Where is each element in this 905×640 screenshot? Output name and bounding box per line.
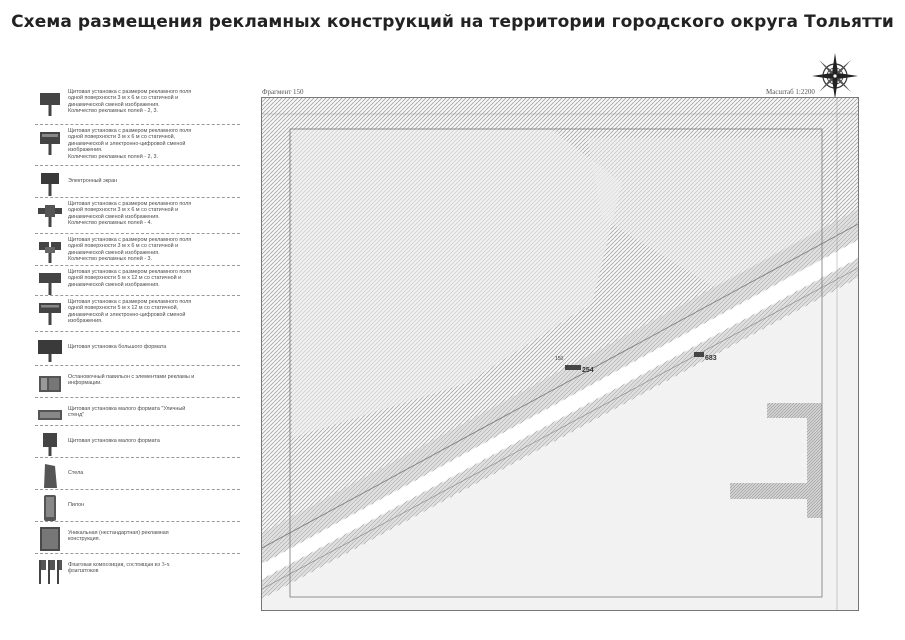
legend-item	[35, 266, 240, 296]
legend-text: Щитовая установка с размером рекламного поля одной поверхности 5 м х 12 м со статичной, динамической и электронно-цифровой сменой изображения.	[68, 299, 192, 325]
legend-text: Щитовая установка с размером рекламного поля одной поверхности 3 м х 6 м со статичной и динамической сменой изображения. Количество рекламных полей - 3.	[68, 237, 192, 263]
bus-stop-pavilion-icon	[37, 370, 63, 398]
marker-symbol	[565, 365, 581, 370]
legend-item	[35, 398, 240, 426]
map-legend	[35, 86, 240, 584]
billboard-3x6-digital-icon	[37, 129, 63, 157]
legend-item	[35, 522, 240, 554]
stela-icon	[37, 462, 63, 490]
legend-text: Щитовая установка с размером рекламного поля одной поверхности 5 м х 12 м со статичной и динамической сменой изображения.	[68, 269, 192, 288]
legend-text: Пилон	[68, 502, 85, 508]
legend-text: Щитовая установка с размером рекламного поля одной поверхности 3 м х 6 м со статичной и динамической сменой изображения. Количество рекламных полей - 2, 3.	[68, 89, 192, 115]
legend-item	[35, 366, 240, 398]
fragment-label: Фрагмент 150	[262, 88, 304, 96]
map-canvas	[262, 98, 859, 611]
building	[767, 403, 822, 418]
map-view[interactable]	[261, 97, 859, 611]
building	[807, 418, 822, 518]
building	[730, 483, 810, 499]
legend-item	[35, 296, 240, 332]
legend-item	[35, 426, 240, 458]
legend-text: Щитовая установка малого формата	[68, 438, 160, 444]
pylon-icon	[37, 494, 63, 522]
legend-text: Щитовая установка малого формата "Уличный стенд"	[68, 406, 186, 419]
unique-construction-icon	[37, 526, 63, 554]
legend-text: Уникальная (нестандартная) рекламная конструкция.	[68, 530, 169, 543]
scale-label: Масштаб 1:2200	[766, 88, 815, 96]
billboard-3x6-triple-icon	[37, 238, 63, 266]
legend-item	[35, 166, 240, 198]
legend-item	[35, 554, 240, 584]
marker-small-label: 150	[555, 356, 564, 362]
legend-text: Стела	[68, 470, 84, 476]
legend-item	[35, 490, 240, 522]
legend-item	[35, 198, 240, 234]
legend-text: Флаговая композиция, состоящая из 3-х флагштоков	[68, 562, 170, 575]
legend-text: Электронный экран	[68, 178, 118, 184]
billboard-3x6-four-sided-icon	[37, 202, 63, 230]
billboard-5x12-digital-icon	[37, 300, 63, 328]
legend-text: Щитовая установка с размером рекламного поля одной поверхности 3 м х 6 м со статичной и динамической сменой изображения. Количество рекламных полей - 4.	[68, 201, 192, 227]
marker-number: 254	[582, 367, 594, 374]
compass-rose-icon	[811, 52, 859, 100]
marker-symbol	[694, 352, 704, 357]
legend-item	[35, 86, 240, 125]
legend-item	[35, 125, 240, 166]
legend-item	[35, 458, 240, 490]
billboard-5x12-static-icon	[37, 270, 63, 298]
marker-number: 683	[705, 355, 717, 362]
legend-text: Остановочный павильон с элементами рекламы и информации.	[68, 374, 195, 387]
legend-item	[35, 332, 240, 366]
legend-text: Щитовая установка с размером рекламного поля одной поверхности 3 м х 6 м со статичной, динамической и электронно-цифровой сменой изображения. Количество рекламных полей - 2, 3.	[68, 128, 192, 160]
page-title: Схема размещения рекламных конструкций на территории городского округа Тольятти	[11, 12, 894, 32]
billboard-3x6-static-icon	[37, 90, 63, 118]
electronic-screen-icon	[37, 170, 63, 198]
legend-item	[35, 234, 240, 266]
legend-text: Щитовая установка большого формата	[68, 344, 167, 350]
large-format-billboard-icon	[37, 336, 63, 364]
flag-composition-icon	[37, 558, 63, 586]
small-format-billboard-icon	[37, 430, 63, 458]
